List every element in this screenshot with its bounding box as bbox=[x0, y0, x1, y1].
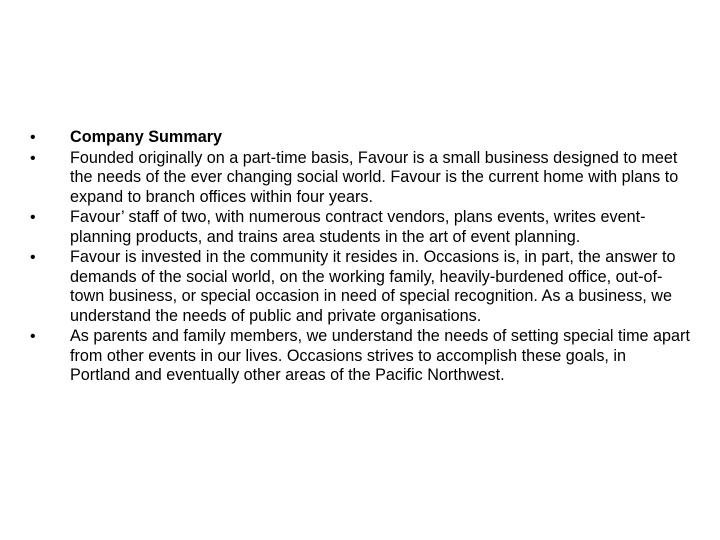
bullet-text-founded: Founded originally on a part-time basis, Favour is a small business designed to meet the needs of the ever changing social world. Favour is the current home with plans to expand to branch offices within four years. bbox=[70, 148, 679, 206]
bullet-dot-icon: • bbox=[30, 149, 36, 167]
bullet-item-company-summary bbox=[30, 128, 690, 148]
bullet-dot-icon: • bbox=[30, 209, 36, 226]
bullet-item-staff bbox=[30, 208, 690, 247]
bullet-item-parents bbox=[30, 327, 690, 386]
bullet-item-founded bbox=[30, 149, 690, 208]
bullet-list bbox=[30, 128, 690, 387]
bullet-dot-icon: • bbox=[30, 328, 36, 345]
slide-heading: Company Summary bbox=[70, 128, 223, 146]
bullet-dot-icon: • bbox=[30, 129, 36, 146]
bullet-text-staff: Favour’ staff of two, with numerous contract vendors, plans events, writes event-planning products, and trains area students in the art of event planning. bbox=[70, 208, 646, 246]
bullet-item-community bbox=[30, 248, 690, 326]
bullet-text-community: Favour is invested in the community it resides in. Occasions is, in part, the answer to demands of the social world, on the working family, heavily-burdened office, out-of-town business, or special occasion in need of special recognition. As a business, we understand the needs of public and private organisations. bbox=[70, 248, 676, 325]
bullet-dot-icon: • bbox=[30, 249, 36, 266]
bullet-text-parents: As parents and family members, we understand the needs of setting special time apart from other events in our lives. Occasions strives to accomplish these goals, in Portland and eventually other areas of the Pacific Northwest. bbox=[70, 327, 690, 384]
